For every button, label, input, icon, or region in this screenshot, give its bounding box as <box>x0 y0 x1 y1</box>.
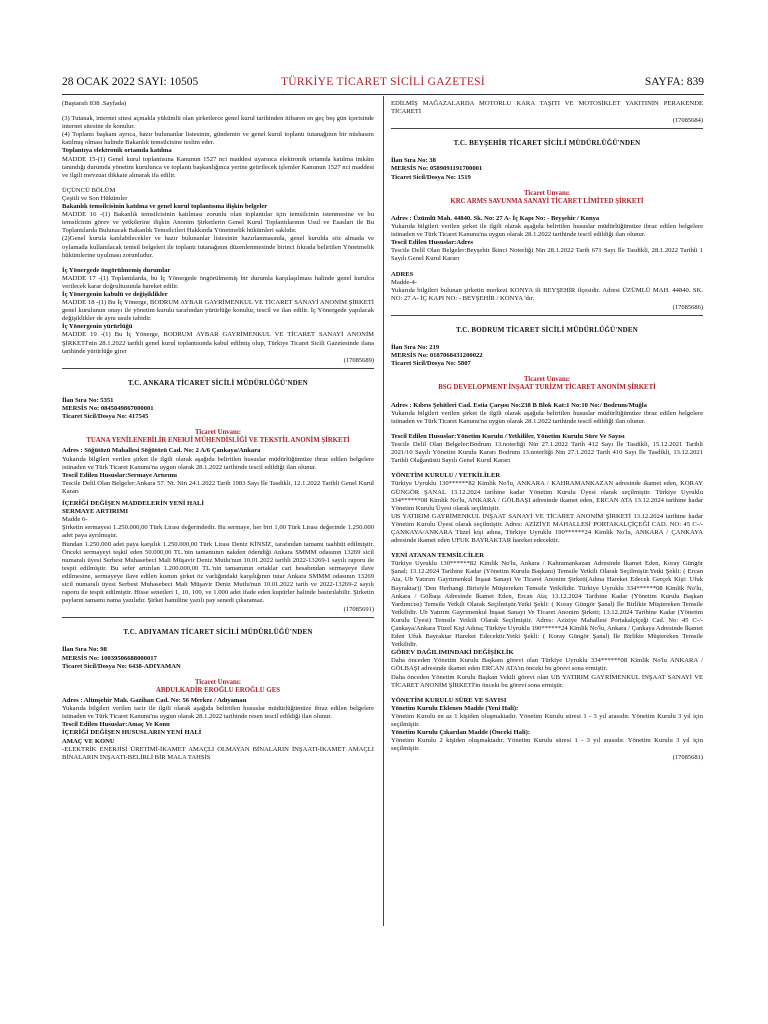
subheading: YÖNETİM KURULU / YETKİLİLER <box>391 472 501 480</box>
ad-reference: (17085681) <box>672 754 703 762</box>
left-column <box>62 100 374 762</box>
paragraph: -ELEKTRİK ENERJİSİ ÜRETİMİ-İKAMET AMAÇLI OLMAYAN BİNALARIN İNŞAATI-İKAMET AMAÇLI BİNALARIN İNŞAATI-BELİRLİ BİR MALA TAHSİS <box>62 745 374 761</box>
paragraph: Yukarıda bilgileri verilen şirket ile ilgili olarak aşağıda belirtilen hususlar müdürlüğümüze ibraz edilen belgelere istinaden ve Türk Ticaret Kanunu'na uygun olarak 28.1.2022 tarihinde tescil edildiği ilan olunur. <box>391 409 703 425</box>
company-name: KRC ARMS SAVUNMA SANAYİ TİCARET LİMİTED ŞİRKETİ <box>450 197 644 205</box>
registered-matters: Tescil Edilen Hususlar:Amaç Ve Konu <box>62 721 170 729</box>
paragraph: Yukarıda bilgileri verilen tacir ile ilgili olarak aşağıda belirtilen hususlar müdürlüğümüze ibraz edilen belgelere istinaden ve Türk Ticaret Kanunu'na uygun olarak 28.1.2022 tarihinde resen tescil edildiği ilan olunur. <box>62 705 374 721</box>
registry-directorate: T.C. ADIYAMAN TİCARET SİCİLİ MÜDÜRLÜĞÜ'NDEN <box>123 628 313 637</box>
continuation-note: (Baştarafı 838 .Sayfada) <box>62 100 127 107</box>
subheading: AMAÇ VE KONU <box>62 737 115 745</box>
paragraph: MADDE 19 -(1) Bu İç Yönerge, BODRUM AYBAR GAYRİMENKUL VE TİCARET SANAYİ ANONİM ŞİRKETİ'nin 28.1.2022 tarihli genel kurul toplantısında kabul edilmiş olup, Türkiye Ticaret Sicili Gazetesinde ilana tarihinde yürürlüğe girer <box>62 331 374 355</box>
registry-directorate: T.C. ANKARA TİCARET SİCİLİ MÜDÜRLÜĞÜ'NDEN <box>127 378 309 387</box>
gazette-title: TÜRKİYE TİCARET SİCİLİ GAZETESİ <box>280 76 486 88</box>
subheading: Bakanlık temsilcisinin katılma ve genel kurul toplantısına ilişkin belgeler <box>62 203 268 211</box>
mersis-number: MERSİS No: 0589091191700001 <box>391 165 483 173</box>
paragraph: (2)Genel kurula katılabilecekler ve hazır bulunanlar listesinin hazırlanmasında, genel kurulda söz almada ve oylamada kullanılacak temsil belgeleri ile toplantı tutanağının düzenlenmesinde birinci fıkrada belirtilen Yönetmelik hükümlerine uyulması zorunludur. <box>62 235 374 259</box>
registry-directorate: T.C. BEYŞEHİR TİCARET SİCİLİ MÜDÜRLÜĞÜ'NDEN <box>453 139 641 148</box>
issue-date: 28 OCAK 2022 SAYI: 10505 <box>62 76 199 88</box>
trade-name-label: Ticaret Unvanı: <box>194 678 241 686</box>
mersis-number: MERSİS No: 0845049867000001 <box>62 405 154 412</box>
registry-number: Ticaret Sicil/Dosya No: 5807 <box>391 360 471 368</box>
ilan-number: İlan Sıra No: 219 <box>391 344 440 352</box>
section-heading: ÜÇÜNCÜ BÖLÜM <box>62 186 116 194</box>
address: Adres : Söğütözü Mahallesi Söğütözü Cad. No: 2 A/6 Çankaya/Ankara <box>62 447 261 455</box>
paragraph: Türkiye Uyruklu 130******82 Kimlik No'lu, Ankara / Kahramankazan Adresinde İkamet Eden, Koray Güngör Şanal; 13.12.2024 Tarihine Kadar (Yönetim Kurulu Başkanı) Temsile Yetkili Olarak Seçilmiştir.Yetki Şekli: ( Ercan Ata, Ub Yatırım Gayrimenkul İnşaat Sanayi Ve Ticaret Anonim Şirketi(Adına Hareket Edecek Gerçek Kişi: Ufuk Bayraktar)) 'Den Herhangi Birisiyle Müştereken Temsile Yetkilidir. Türkiye Uyruklu 334******08 Kimlik No'lu, Ankara / Gölbaşı Adresinde İkamet Eden, Ercan Ata; 13.12.2024 Tarihine Kadar (Yönetim Kurulu Başkan Yardımcısı) Temsile Yetkili Olarak Seçilmiştir.Yetki Şekli: ( Koray Güngör Şanal) İle Birlikte Müştereken Temsile Yetkilidir. Ub Yatırım Gayrimenkul İnşaat Sanayi Ve Ticaret Anonim Şirketi; 13.12.2024 Tarihine Kadar (Yönetim Kurulu Üyesi) Temsile Yetkili Olarak Seçilmiştir. Adres: Aziziye Mahallesi Portakalçiçeği Cad. No: 45 C-/- Çankaya/Ankara Tüzel Kişi Adına; Türkiye Uyruklu 190******24 Kimlik No'lu, Ankara / Çankaya Adresinde İkamet Eden Ufuk Bayraktar Hareket Edecektir.Yetki Şekli: ( Koray Güngör Şanal) İle Birlikte Müştereken Temsile Yetkilidir. <box>391 560 703 649</box>
company-name: ABDULKADİR EROĞLU EROĞLU GES <box>155 686 281 694</box>
registry-number: Ticaret Sicil/Dosya No: 1519 <box>391 173 471 181</box>
subheading: Yönetim Kurulu Çıkarılan Madde (Önceki Hali): <box>391 729 531 737</box>
subheading: İç Yönergede öngörülmemiş durumlar <box>62 266 171 274</box>
paragraph: MADDE 18 -(1) Bu İç Yönerge, BODRUM AYBAR GAYRİMENKUL VE TİCARET SANAYİ ANONİM ŞİRKETİ genel kurulunun onayı ile yönetim kurulu tarafından yürürlüğe konulur, tescil ve ilan edilir. İç Yönergede yapılacak değişiklikler de aynı usule tabidir. <box>62 299 374 323</box>
trade-name-label: Ticaret Unvanı: <box>523 189 570 197</box>
ilan-number: İlan Sıra No: 38 <box>391 157 436 165</box>
paragraph: Daha önceden Yönetim Kurulu Başkanı görevi olan Türkiye Uyruklu 334******08 Kimlik No'lu ANKARA / GÖLBAŞI adresinde ikamet eden ERCAN ATA'ın önceki bu görevi sona ermiştir. <box>391 657 703 673</box>
registered-matters: Tescil Edilen Hususlar:Yönetim Kurulu / Yetkililer, Yönetim Kurulu Süre Ve Sayısı <box>391 432 625 440</box>
paragraph: Şirketin sermayesi 1.250.000,00 Türk Lirası değerindedir. Bu sermaye, her biri 1,00 Türk Lirası değerinde 1.250.000 adet paya ayrılmıştır. <box>62 524 374 540</box>
trade-name-label: Ticaret Unvanı: <box>523 376 570 384</box>
paragraph: Daha önceden Yönetim Kurulu Başkan Vekili görevi olan UB YATIRIM GAYRİMENKUL İNŞAAT SANAYİ VE TİCARET ANONİM ŞİRKETİ'in önceki bu görevi sona ermiştir. <box>391 673 703 689</box>
paragraph: UB YATIRIM GAYRİMENKUL İNŞAAT SANAYİ VE TİCARET ANONİM ŞİRKETİ 13.12.2024 tarihine kadar Yönetim Kurulu Üyesi olarak seçilmiştir. Adres: AZİZİYE MAHALLESİ PORTAKALÇİÇEĞİ CAD. NO: 45 C-/- ÇANKAYA/ANKARA Tüzel kişi adına, Türkiye Uyruklu 190******24 Kimlik No'lu, ANKARA / ÇANKAYA adresinde ikamet eden UFUK BAYRAKTAR hareket edecektir. <box>391 512 703 545</box>
subheading: İç Yönergenin kabulü ve değişiklikler <box>62 290 168 298</box>
subheading: GÖREV DAĞILIMINDAKİ DEĞİŞİKLİK <box>391 649 514 657</box>
subheading: SERMAYE ARTIRIMI <box>62 508 129 516</box>
paragraph: (3) Tutanak, internet sitesi açmakla yükümlü olan şirketlerce genel kurul tarihinden itibaren en geç beş gün içerisinde internet sitesine de konulur. <box>62 115 374 131</box>
ad-reference: (17085684) <box>672 117 703 125</box>
registered-matters: Tescil Edilen Hususlar:Sermaye Artırımı <box>62 471 177 479</box>
address: Adres : Üzümlü Mah. 44840. Sk. No: 27 A- İç Kapı No: - Beyşehir / Konya <box>391 214 600 222</box>
page-number: SAYFA: 839 <box>644 76 704 88</box>
paragraph: Yukarıda bilgileri verilen şirket ile ilgili olarak aşağıda belirtilen hususlar müdürlüğümüze ibraz edilen belgelere istinaden ve Türk Ticaret Kanunu'na uygun olarak 28.1.2022 tarihinde tescil edildiği ilan olunur. <box>391 223 703 239</box>
paragraph: Yönetim Kurulu 2 kişiden oluşmaktadır. Yönetim Kurulu süresi 1 - 3 yıl arasıdır. Yönetim Kurulu 3 yıl için seçilmiştir. <box>391 737 703 753</box>
subheading: Yönetim Kurulu Eklenen Madde (Yeni Hali): <box>391 704 519 712</box>
paragraph: Madde-4- <box>391 278 417 286</box>
registry-number: Ticaret Sicil/Dosya No: 417545 <box>62 413 149 421</box>
ad-reference: (17085691) <box>343 606 374 614</box>
paragraph: EDİLMİŞ MAĞAZALARDA MOTORLU KARA TAŞITI VE MOTOSİKLET YAKITININ PERAKENDE TİCARETİ <box>391 100 703 116</box>
ad-reference: (17085686) <box>672 303 703 311</box>
section-subtitle: Çeşitli ve Son Hükümler <box>62 194 128 202</box>
mersis-number: MERSİS No: 0187068431200022 <box>391 352 483 360</box>
paragraph: Bundan 1.250.000 adet paya karşılık 1.250.000,00 Türk Lirası Deniz KİNSİZ, tarafından tamamı taahhüt edilmiştir. Önceki sermayeyi teşkil eden 50.000,00 TL.'nin tamamının nakden ödendiği Ankara SMMM odasının 13269 sicil numaralı üyesi Serbest Muhasebeci Mali Müşavir Deniz Mutlu'nun 10.01.2022 tarihli 2022-13269-1 sayılı raporu ile tespit edilmiştir. Bu sefer artırılan 1.200.000,00 TL.'nin tamamının ortaklar cari hesabından sermayeye ilave edilmesine, sermayeye ilave edilen kısmın şirket öz varlığındaki karşılığının tutar Ankara SMMM odasının 13269 sicil numaralı üyesi Serbest Muhasebeci Mali Müşavir Deniz Mutlu'nun 10.01.2022 tarih ve 2022-13269-2 sayılı raporu ile tespit edilmiştir. Hisse senetleri 1, 10, 100, ve 1.000 adet ifade eden kupürler halinde bastırılabilir. Şirketin payların tamamı nama yazılıdır. Şirket hamiline yazılı pay senedi çıkaramaz. <box>62 540 374 605</box>
subheading: İç Yönergenin yürürlüğü <box>62 323 133 331</box>
ilan-number: İlan Sıra No: 5351 <box>62 396 114 404</box>
subheading: YENİ ATANAN TEMSİLCİLER <box>391 552 485 560</box>
registry-directorate: T.C. BODRUM TİCARET SİCİLİ MÜDÜRLÜĞÜ'NDEN <box>455 325 639 334</box>
separator <box>62 617 374 618</box>
evidence-documents: Tescile Delil Olan Belgeler:Ankara 57. Nt. Nin 24.1.2022 Tarih 1983 Sayı İle Tasdikli, 12.1.2022 Tarihli Genel Kurul Kararı <box>62 479 374 495</box>
address: Adres : Altınşehir Mah. Gazihan Cad. No: 56 Merkez / Adıyaman <box>62 697 247 705</box>
evidence-documents: Tescile Delil Olan Belgeler:Bodrum 13.noterliği Nin 27.1.2022 Tarih 412 Sayı İle Tasdikli, 15.12.2021 Tarihli 2021/10 Sayılı Yönetim Kurulu Kararı Bodrum 13.noterliği Nin 27.1.2022 Tarih 410 Sayı İle Tasdikli, 13.12.2021 Tarihli Olağanüstü Sayılı Genel Kurul Kararı <box>391 441 703 465</box>
company-name: TUANA YENİLENEBİLİR ENERJİ MÜHENDİSLİĞİ VE TEKSTİL ANONİM ŞİRKETİ <box>86 437 350 445</box>
paragraph: MADDE 17 -(1) Toplantılarda, bu İç Yönergede öngörülmemiş bir durumla karşılaşılması halinde genel kurulca verilecek karar doğrultusunda hareket edilir. <box>62 274 374 290</box>
subheading: YÖNETİM KURULU SÜRE VE SAYISI <box>391 696 507 704</box>
paragraph: Yukarıda bilgileri verilen şirket ile ilgili olarak aşağıda belirtilen hususlar müdürlüğümüze ibraz edilen belgelere istinaden ve Türk Ticaret Kanunu'na uygun olarak 28.1.2022 tarihinde tescil edildiği ilan olunur. <box>62 455 374 471</box>
trade-name-label: Ticaret Unvanı: <box>194 429 241 437</box>
paragraph: Madde 6- <box>62 516 88 524</box>
ilan-number: İlan Sıra No: 98 <box>62 646 107 654</box>
header-rule <box>62 94 704 95</box>
ad-reference: (17085689) <box>343 356 374 364</box>
paragraph: Yönetim Kurulu en az 1 kişiden oluşmaktadır. Yönetim Kurulu süresi 1 - 3 yıl arasıdır. Yönetim Kurulu 3 yıl için seçilmiştir. <box>391 712 703 729</box>
subheading: İÇERİĞİ DEĞİŞEN HUSUSLARIN YENİ HALİ <box>62 729 202 737</box>
separator <box>391 128 703 129</box>
paragraph: MADDE 16 -(1) Bakanlık temsilcisinin katılması zorunlu olan toplantılar için temsilcinin istenmesine ve bu temsilcinin görev ve yetkilerine ilişkin Anonim Şirketlerin Genel Kurul Toplantılarının Usul ve Esasları ile Bu Toplantılarda Bulunacak Bakanlık Temsilcileri Hakkında Yönetmelik hükümleri saklıdır. <box>62 211 374 235</box>
subheading: ADRES <box>391 270 414 278</box>
company-name: BSG DEVELOPMENT İNŞAAT TURİZM TİCARET ANONİM ŞİRKETİ <box>438 384 656 392</box>
subheading: İÇERİĞİ DEĞİŞEN MADDELERİN YENİ HALİ <box>62 500 204 508</box>
gazette-page <box>62 74 704 944</box>
paragraph: Türkiye Uyruklu 130******82 Kimlik No'lu, ANKARA / KAHRAMANKAZAN adresinde ikamet eden, KORAY GÜNGÖR ŞANAL 13.12.2024 tarihine kadar Yönetim Kurulu Üyesi olarak seçilmiştir. Türkiye Uyruklu 334******08 Kimlik No'lu, ANKARA / GÖLBAŞI adresinde ikamet eden, ERCAN ATA 13.12.2024 tarihine kadar Yönetim Kurulu Üyesi olarak seçilmiştir. <box>391 480 703 512</box>
paragraph: Yukarıda bilgileri bulunan şirketin merkezi KONYA ili BEYŞEHİR ilçesidir. Adresi ÜZÜMLÜ MAH. 44840. SK. NO: 27 A- İÇ KAPI NO: - BEYŞEHİR / KONYA 'dır. <box>391 286 703 302</box>
right-column <box>391 100 703 763</box>
paragraph: MADDE 15-(1) Genel kurul toplantısına Kanunun 1527 nci maddesi uyarınca elektronik ortamda katılma imkânı tanındığı durumda yönetim kuruluncа ve toplantı başkanlığınca yerine getirilecek işlemler Kanunun 1527 nci maddesi ve ilgili mevzuat dikkate alınarak ifa edilir. <box>62 155 374 179</box>
evidence-documents: Tescile Delil Olan Belgeler:Beyşehir İkinci Noterliği Nin 28.1.2022 Tarih 671 Sayı İle Tasdikli, 28.1.2022 Tarihli 1 Sayılı Genel Kurul Kararı <box>391 247 703 263</box>
separator <box>391 315 703 316</box>
paragraph: (4) Toplantı başkanı ayrıca, hazır bulunanlar listesinin, gündemin ve genel kurul toplantı tutanağının bir nüshasını katılmış olması halinde Bakanlık temsilcisine teslim eder. <box>62 131 374 147</box>
page-header <box>62 74 704 92</box>
separator <box>62 368 374 369</box>
registered-matters: Tescil Edilen Hususlar:Adres <box>391 239 474 247</box>
subheading: Toplantıya elektronik ortamda katılma <box>62 147 172 155</box>
column-divider <box>383 96 384 926</box>
mersis-number: MERSİS No: 10039506688000017 <box>62 654 157 662</box>
address: Adres : Kıbrıs Şehitleri Cad. Estia Çarşısı No:238 B Blok Kat:1 No:10 No:/ Bodrum/Muğla <box>391 401 647 409</box>
registry-number: Ticaret Sicil/Dosya No: 6438-ADIYAMAN <box>62 662 181 670</box>
